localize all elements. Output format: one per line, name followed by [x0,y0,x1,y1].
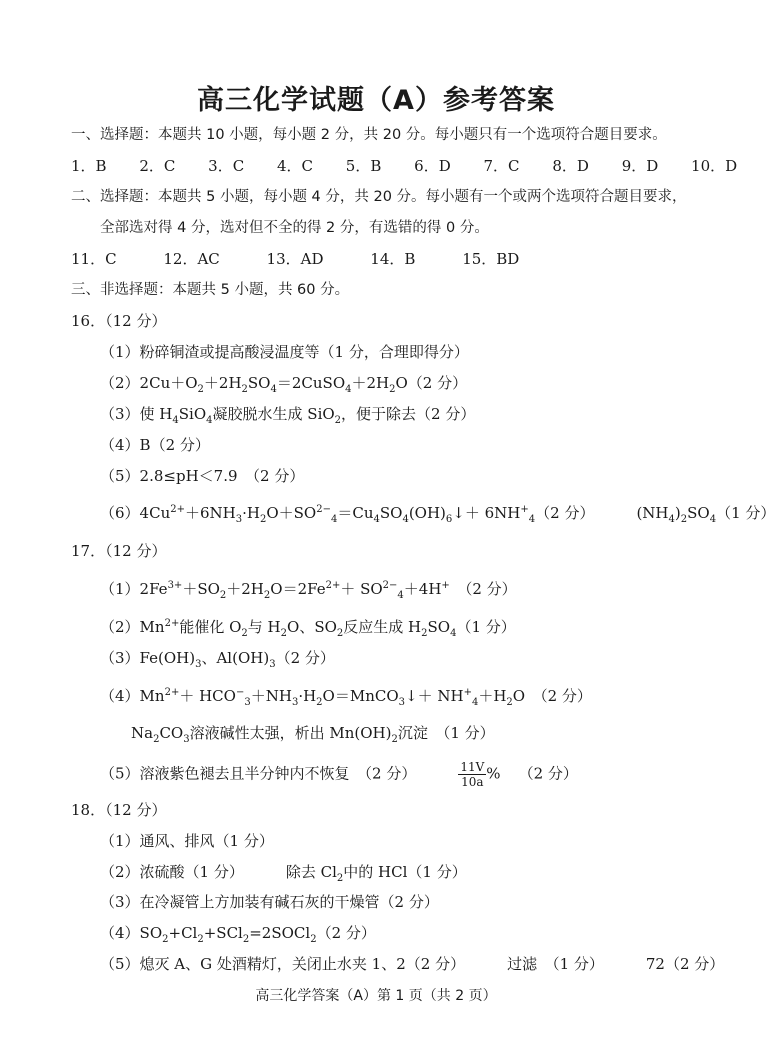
answer-6: 6．D [414,157,451,175]
q17-answer-2: $(2)Mn^{2+}$能催化 $O_2$与 $H_2O$、$SO_2$反应生成 $H_2SO_4(1$ 分） [100,618,516,639]
section2-header-line2: 全部选对得 4 分，选对但不全的得 2 分，有选错的得 0 分。 [100,220,489,236]
q16-answer-5: （5）2.8≤pH＜7.9 （2 分） [100,467,305,485]
answer-3: 3．C [208,157,245,175]
q16-answer-4: （4）B（2 分） [100,436,210,454]
q16-answer-2: $(2)2Cu+O_2+2H_2SO_4=2CuSO_4+2H_2O(2$ 分） [100,374,468,395]
q16-answer-6: $(6)4Cu^{2+}+6NH_3\cdot H_2O+SO^{2-}_4=Cu_4SO_4(OH)_6↓+ 6NH^+_4(2$ 分） $(NH_4)_2SO_4(1$ 分） [100,504,775,525]
q18-answer-5: （5）熄灭 A、G 处酒精灯，关闭止水夹 1、2（2 分） 过滤 （1 分） 72（2 分） [100,955,725,973]
q16-answer-3: （3）使 $H_4SiO_4$凝胶脱水生成 SiO$_2$，便于除去（2 分） [100,405,476,426]
q17-label: 17．（12 分） [71,542,167,560]
answer-10: 10．D [691,157,738,175]
answer-9: 9．D [621,157,659,175]
q18-answer-2: （2）浓硫酸（1 分） 除去 $Cl_2$中的 HCl（1 分） [100,863,467,884]
q18-answer-3: （3）在冷凝管上方加装有碱石灰的干燥管（2 分） [100,893,439,911]
section2-answers [71,248,519,270]
page-title: 高三化学试题（A）参考答案 [197,85,555,116]
answer-4: 4．C [276,157,314,175]
answer-8: 8．D [552,157,589,175]
q17-answer-3: $(3)Fe(OH)_3$、$Al(OH)_3(2$ 分） [100,649,335,670]
answer-5: 5．B [345,157,382,175]
q18-answer-1: （1）通风、排风（1 分） [100,832,274,850]
q18-label: 18．（12 分） [71,801,167,819]
fraction: $\frac{11V}{10a}$ [460,760,485,789]
answer-14: 14．B [370,250,416,268]
q17-answer-1: $(1)2Fe^{3+}+SO_2+2H_2O=2Fe^{2+}+ SO^{2-}_4+4H^+$ （2 分） [100,580,517,601]
answer-2: 2．C [139,157,176,175]
section2-header-line1: 二、选择题：本题共 5 小题，每小题 4 分，共 20 分。每小题有一个或两个选项符合题目要求， [71,189,687,205]
q17-answer-4-note: $Na_2CO_3$溶液碱性太强，析出 $Mn(OH)_2$沉淀 （1 分） [131,724,495,745]
answer-15: 15．BD [462,250,520,268]
q18-answer-4: $(4)SO_2+Cl_2+SCl_2=2SOCl_2(2$ 分） [100,924,376,945]
q16-answer-1: （1）粉碎铜渣或提高酸浸温度等（1 分，合理即得分） [100,343,469,361]
answer-1: 1．B [71,157,107,175]
section3-header: 三、非选择题：本题共 5 小题，共 60 分。 [71,282,350,298]
answer-12: 12．AC [163,250,220,268]
section1-header: 一、选择题：本题共 10 小题，每小题 2 分，共 20 分。每小题只有一个选项符合题目要求。 [71,127,667,143]
answer-11: 11．C [71,250,117,268]
answer-13: 13．AD [266,250,324,268]
q16-label: 16．（12 分） [71,312,167,330]
q17-answer-5: （5）溶液紫色褪去且半分钟内不恢复 （2 分） $\frac{11V}{10a}$ % （2 分） [100,760,578,789]
section1-answers [71,155,737,177]
page-footer: 高三化学答案（A）第 1 页（共 2 页） [255,988,497,1004]
answer-7: 7．C [483,157,520,175]
q17-answer-4: $(4)Mn^{2+}+$ $HCO^-_3+NH_3\cdot H_2O=MnCO_3↓+ NH^+_4+H_2O$ （2 分） [100,687,592,708]
